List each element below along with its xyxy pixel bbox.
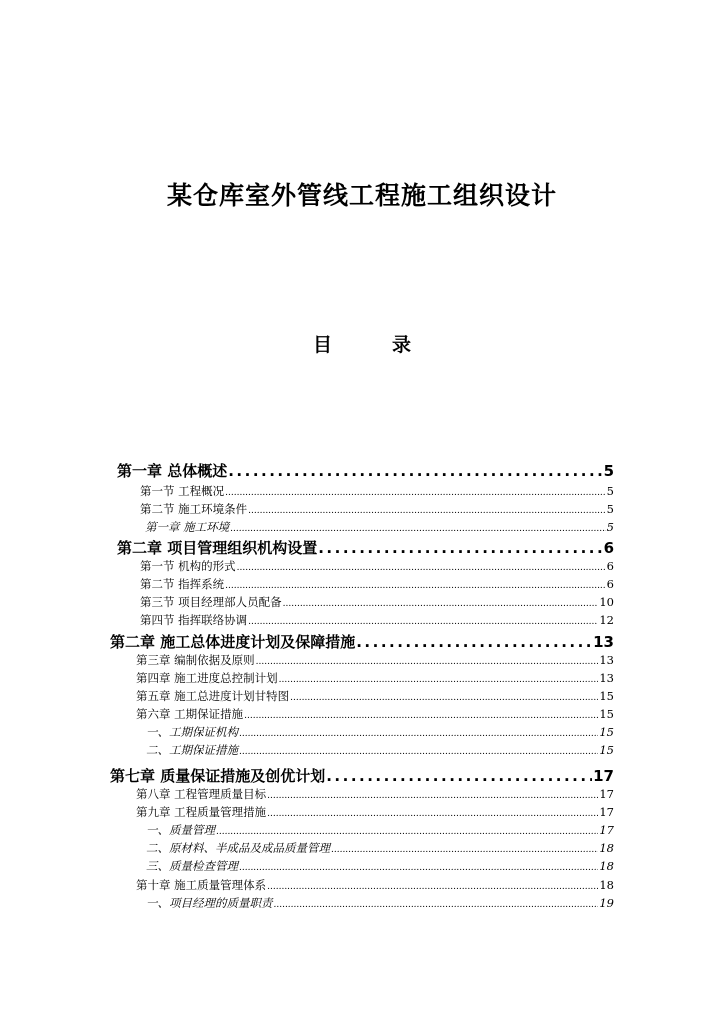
toc-entry-label: 第三节 项目经理部人员配备: [140, 595, 282, 609]
toc-entry-page: 15: [599, 689, 614, 703]
toc-entry-page: 6: [606, 559, 614, 573]
toc-dot-leader: [239, 863, 598, 873]
toc-entry-chapter[interactable]: [117, 537, 614, 557]
toc-dot-leader: [326, 767, 592, 785]
toc-entry-label: 第二章 项目管理组织机构设置: [117, 539, 318, 557]
toc-dot-leader: [248, 617, 598, 627]
toc-entry-page: 13: [599, 653, 614, 667]
toc-dot-leader: [248, 506, 606, 516]
toc-entry-label: 第一节 机构的形式: [140, 559, 236, 573]
toc-entry-page: 18: [599, 841, 614, 855]
toc-entry-page: 18: [599, 878, 614, 892]
toc-entry-page: 17: [599, 805, 614, 819]
toc-entry-label: 第一节 工程概况: [140, 484, 225, 498]
toc-entry-label: 第四节 指挥联络协调: [140, 613, 248, 627]
toc-entry-label: 第十章 施工质量管理体系: [136, 878, 267, 892]
toc-entry-section[interactable]: [136, 688, 614, 705]
toc-entry-label: 第九章 工程质量管理措施: [136, 805, 267, 819]
toc-entry-section[interactable]: [136, 786, 614, 803]
toc-dot-leader: [267, 882, 598, 892]
toc-dot-leader: [239, 747, 598, 757]
document-title: 某仓库室外管线工程施工组织设计: [166, 181, 557, 210]
toc-dot-leader: [356, 633, 592, 651]
toc-heading: [0, 330, 724, 357]
toc-entry-italic[interactable]: [146, 840, 614, 857]
toc-entry-section[interactable]: [136, 804, 614, 821]
toc-entry-italic[interactable]: [146, 742, 614, 759]
toc-dot-leader: [225, 581, 606, 591]
toc-dot-leader: [216, 827, 598, 837]
toc-entry-page: 5: [606, 502, 614, 516]
toc-entry-page: 18: [599, 859, 614, 873]
toc-dot-leader: [318, 539, 602, 557]
toc-entry-label: 第二节 指挥系统: [140, 577, 225, 591]
toc-entry-label: 第一章 总体概述: [117, 462, 228, 480]
toc-entry-section[interactable]: [140, 501, 614, 518]
toc-entry-page: 15: [599, 707, 614, 721]
toc-entry-chapter[interactable]: [110, 631, 614, 651]
toc-dot-leader: [274, 900, 599, 910]
toc-entry-section[interactable]: [140, 483, 614, 500]
toc-entry-italic[interactable]: [146, 895, 614, 912]
toc-entry-italic[interactable]: [146, 858, 614, 875]
toc-entry-page: 5: [603, 462, 614, 480]
toc-dot-leader: [225, 488, 606, 498]
toc-dot-leader: [290, 693, 598, 703]
toc-entry-chapter[interactable]: [117, 460, 614, 480]
toc-entry-page: 13: [599, 671, 614, 685]
toc-entry-page: 15: [599, 743, 614, 757]
toc-entry-label: 二、原材料、半成品及成品质量管理: [146, 841, 330, 855]
toc-entry-page: 19: [599, 896, 614, 910]
toc-entry-page: 13: [593, 633, 614, 651]
toc-heading-left: 目: [312, 334, 332, 356]
toc-dot-leader: [267, 809, 598, 819]
toc-entry-section[interactable]: [136, 652, 614, 669]
toc-entry-label: 一、项目经理的质量职责: [146, 896, 273, 910]
toc-entry-section[interactable]: [136, 877, 614, 894]
toc-dot-leader: [279, 675, 599, 685]
toc-entry-section[interactable]: [140, 612, 614, 629]
toc-entry-italic[interactable]: [146, 822, 614, 839]
toc-entry-section[interactable]: [136, 706, 614, 723]
toc-entry-section[interactable]: [140, 576, 614, 593]
toc-entry-chapter[interactable]: [110, 765, 614, 785]
toc-dot-leader: [239, 729, 598, 739]
toc-dot-leader: [331, 845, 598, 855]
toc-dot-leader: [283, 599, 599, 609]
toc-entry-italic[interactable]: [145, 519, 614, 536]
toc-dot-leader: [244, 711, 598, 721]
toc-entry-label: 第七章 质量保证措施及创优计划: [110, 767, 326, 785]
toc-entry-label: 第四章 施工进度总控制计划: [136, 671, 278, 685]
toc-entry-page: 6: [603, 539, 614, 557]
toc-dot-leader: [256, 657, 599, 667]
toc-dot-leader: [228, 462, 602, 480]
toc-dot-leader: [267, 791, 598, 801]
toc-entry-section[interactable]: [140, 558, 614, 575]
toc-heading-right: 录: [392, 334, 412, 356]
toc-entry-page: 12: [599, 613, 614, 627]
toc-entry-page: 15: [599, 725, 614, 739]
toc-entry-label: 二、工期保证措施: [146, 743, 238, 757]
toc-entry-label: 一、质量管理: [146, 823, 215, 837]
toc-dot-leader: [237, 563, 606, 573]
toc-entry-label: 第二节 施工环境条件: [140, 502, 248, 516]
toc-entry-page: 17: [599, 787, 614, 801]
toc-entry-section[interactable]: [136, 670, 614, 687]
toc-entry-label: 第六章 工期保证措施: [136, 707, 244, 721]
toc-entry-label: 第一章 施工环境: [145, 520, 230, 534]
toc-entry-label: 一、工期保证机构: [146, 725, 238, 739]
toc-entry-label: 第三章 编制依据及原则: [136, 653, 255, 667]
toc-entry-label: 第八章 工程管理质量目标: [136, 787, 267, 801]
toc-entry-label: 三、质量检查管理: [146, 859, 238, 873]
toc-entry-page: 10: [599, 595, 614, 609]
toc-entry-page: 5: [606, 484, 614, 498]
toc-entry-section[interactable]: [140, 594, 614, 611]
toc-entry-page: 17: [593, 767, 614, 785]
toc-entry-page: 17: [599, 823, 614, 837]
toc-dot-leader: [230, 524, 606, 534]
toc-entry-italic[interactable]: [146, 724, 614, 741]
toc-entry-label: 第二章 施工总体进度计划及保障措施: [110, 633, 356, 651]
toc-entry-page: 5: [606, 520, 614, 534]
toc-entry-page: 6: [606, 577, 614, 591]
toc-entry-label: 第五章 施工总进度计划甘特图: [136, 689, 290, 703]
